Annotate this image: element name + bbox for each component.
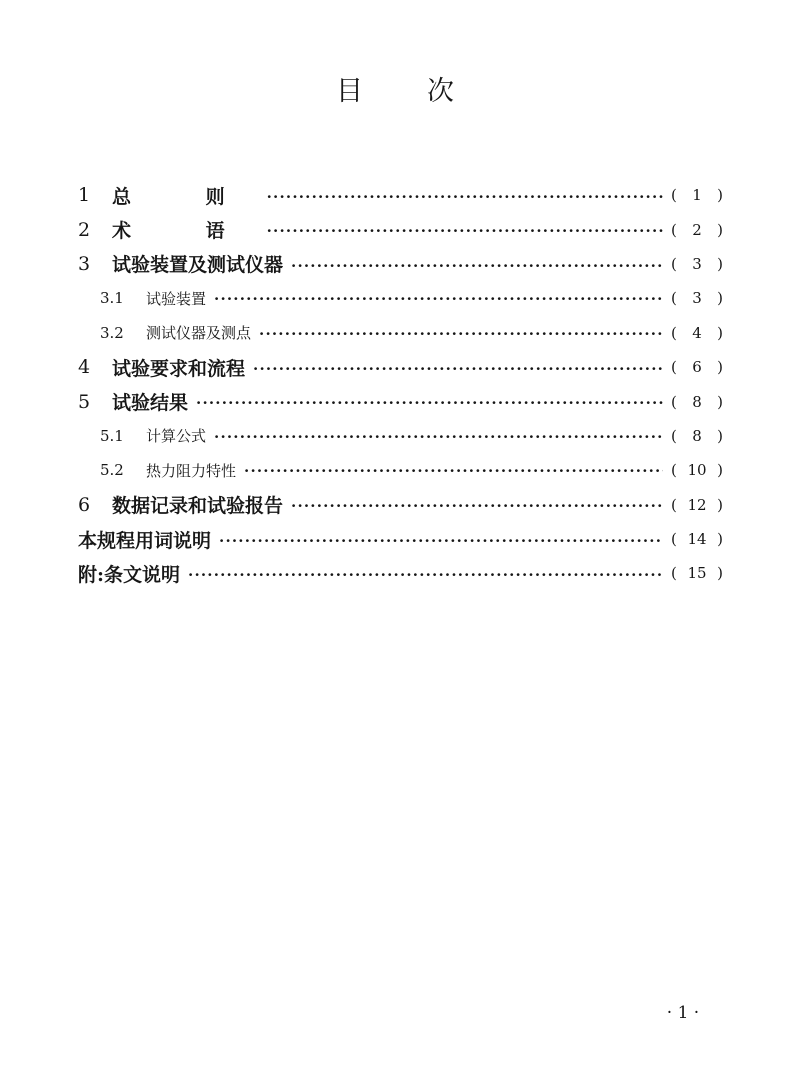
dot-leader (253, 357, 663, 380)
toc-entry-page: ( 1 ) (671, 186, 723, 205)
toc-entry-page-number: 1 (692, 186, 702, 205)
dot-leader (291, 494, 663, 517)
toc-entry-page-number: 8 (692, 426, 702, 445)
toc-entry-page: ( 8 ) (671, 392, 723, 411)
toc-entry[interactable] (78, 281, 723, 315)
toc-entry-number: 4 (78, 356, 91, 379)
toc-entry[interactable] (78, 384, 723, 418)
toc-entry-page-number: 3 (692, 289, 702, 308)
toc-entry-number: 5.2 (100, 461, 124, 480)
toc-entry[interactable] (78, 419, 723, 453)
dot-leader (214, 290, 663, 308)
toc-entry-page-number: 12 (687, 495, 707, 514)
toc-entry-title: 热力阻力特性 (146, 461, 237, 480)
toc-entry[interactable] (78, 453, 723, 487)
toc-entry[interactable] (78, 212, 723, 246)
toc-entry-title: 本规程用词说明 (78, 529, 212, 552)
toc-entry-page-number: 4 (692, 323, 702, 342)
dot-leader (214, 428, 663, 446)
dot-leader (267, 219, 663, 242)
toc-entry-page: ( 3 ) (671, 254, 723, 273)
toc-entry-title: 测试仪器及测点 (146, 324, 252, 343)
toc-entry-title: 术 语 (112, 220, 259, 243)
dot-leader (244, 462, 663, 480)
toc-entry-number: 5 (78, 390, 91, 413)
toc-entry[interactable] (78, 178, 723, 212)
toc-entry-page-number: 3 (692, 254, 702, 273)
toc-entry-title: 试验装置及测试仪器 (112, 254, 284, 277)
toc-entry-page: ( 6 ) (671, 358, 723, 377)
toc-entry-number: 1 (78, 184, 91, 207)
toc-entry-number: 3.1 (100, 289, 124, 308)
table-of-contents (78, 178, 723, 591)
toc-entry-page: ( 2 ) (671, 220, 723, 239)
toc-entry-number: 3 (78, 252, 91, 275)
toc-entry-page: ( 8 ) (671, 426, 723, 445)
toc-entry-page-number: 15 (687, 564, 707, 583)
toc-entry-number: 5.1 (100, 426, 124, 445)
dot-leader (267, 185, 663, 208)
toc-entry-title: 附:条文说明 (78, 563, 181, 586)
dot-leader (291, 254, 663, 277)
toc-entry-number: 2 (78, 218, 91, 241)
toc-entry-title: 试验装置 (146, 289, 207, 308)
page-number-footer: · 1 · (666, 1003, 700, 1023)
toc-entry-page: ( 15 ) (671, 564, 723, 583)
toc-entry-number: 6 (78, 493, 91, 516)
toc-entry-title: 数据记录和试验报告 (112, 495, 284, 518)
toc-entry[interactable] (78, 556, 723, 590)
toc-entry[interactable] (78, 488, 723, 522)
toc-entry-title: 计算公式 (146, 427, 207, 446)
toc-entry-page-number: 10 (687, 461, 707, 480)
toc-entry[interactable] (78, 247, 723, 281)
dot-leader (259, 325, 663, 343)
toc-entry-page-number: 6 (692, 358, 702, 377)
toc-entry-title: 试验要求和流程 (112, 357, 246, 380)
toc-entry-page: ( 12 ) (671, 495, 723, 514)
dot-leader (188, 563, 663, 586)
toc-entry-title: 总 则 (112, 185, 259, 208)
toc-entry-page-number: 2 (692, 220, 702, 239)
toc-entry-page-number: 8 (692, 392, 702, 411)
title-char-left: 目 (336, 76, 363, 107)
page-title (0, 72, 790, 112)
toc-entry-page: ( 3 ) (671, 289, 723, 308)
dot-leader (219, 529, 663, 552)
toc-entry[interactable] (78, 316, 723, 350)
toc-entry-page: ( 4 ) (671, 323, 723, 342)
toc-entry-number: 3.2 (100, 323, 124, 342)
toc-entry-page: ( 14 ) (671, 530, 723, 549)
toc-entry-page: ( 10 ) (671, 461, 723, 480)
title-char-right: 次 (427, 76, 454, 107)
toc-entry-page-number: 14 (687, 530, 707, 549)
toc-entry[interactable] (78, 522, 723, 556)
toc-entry-title: 试验结果 (112, 392, 189, 415)
toc-entry[interactable] (78, 350, 723, 384)
dot-leader (196, 391, 663, 414)
